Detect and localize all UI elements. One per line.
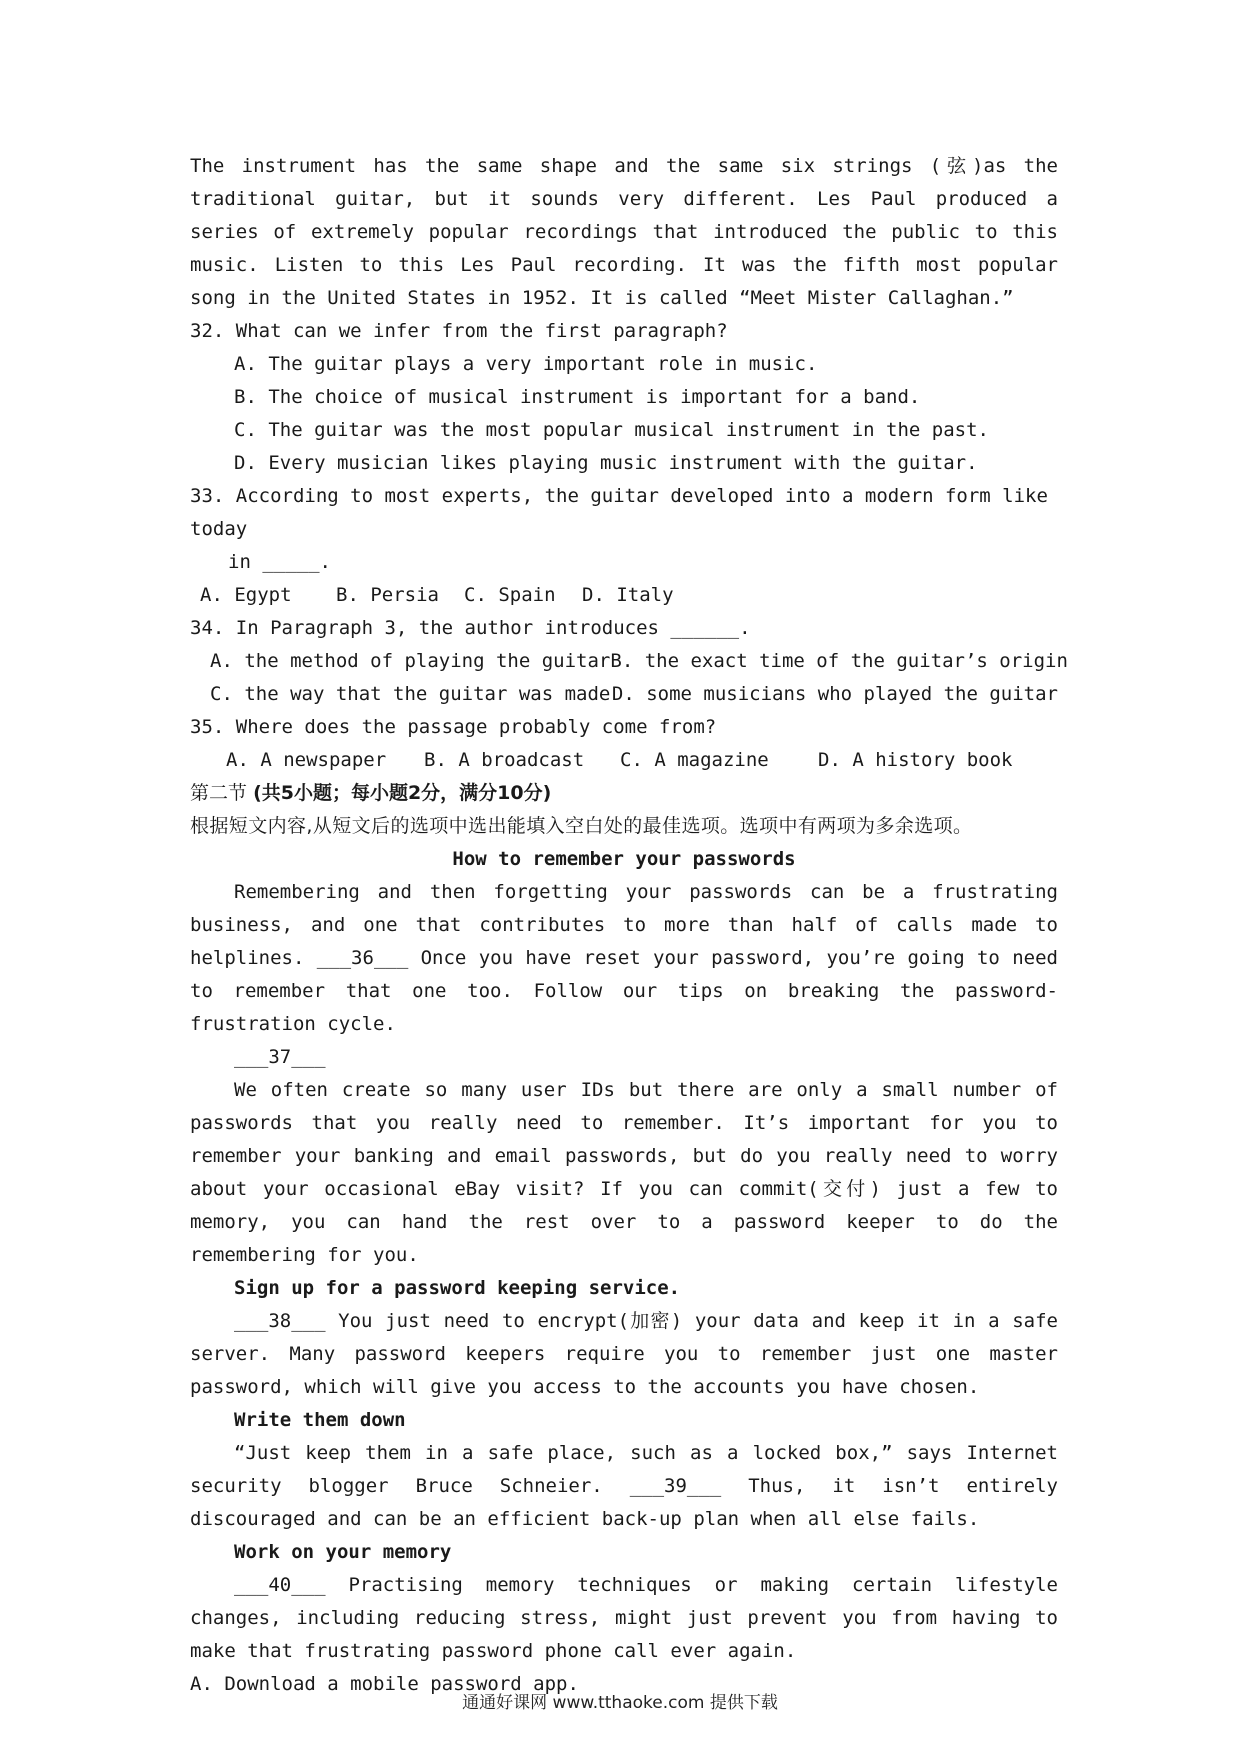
article-heading-2: Write them down [234,1409,406,1431]
page-footer: 通通好课网 www.tthaoke.com 提供下载 [462,1693,778,1713]
question-35-option-c: C. A magazine [620,749,769,771]
question-33-stem-continued: in _____. [228,551,331,573]
question-35-options [190,744,1058,777]
article-paragraph-4: “Just keep them in a safe place, such as a locked box,” says Internet security blogger Bruce Schneier. ___39___ Thus, it isn’t entirely discouraged and can be an efficient back-up plan when all else fails. [190,1442,1058,1530]
question-33-option-d: D. Italy [582,584,674,606]
question-33-options [190,579,1058,612]
answer-option-a: A. Download a mobile password app. [190,1673,579,1695]
question-34-option-b: B. the exact time of the guitar’s origin [610,650,1068,672]
question-32-option-a: A. The guitar plays a very important role in music. [234,353,818,375]
article-paragraph-2: We often create so many user IDs but there are only a small number of passwords that you really need to remember. It’s important for you to remember your banking and email passwords, but do you really need to worry about your occasional eBay visit? If you can commit(交付) just a few to memory, you can hand the rest over to a password keeper to do the remembering for you. [190,1079,1058,1266]
blank-37: ___37___ [234,1046,326,1068]
section-2-detail: (共5小题；每小题2分，满分10分) [253,782,552,804]
question-33-stem: 33. According to most experts, the guitar developed into a modern form like today [190,485,1048,540]
question-32-option-b: B. The choice of musical instrument is important for a band. [234,386,921,408]
question-34-options-row-1 [190,645,1068,678]
question-34-option-c: C. the way that the guitar was made [210,683,611,705]
question-32-option-c: C. The guitar was the most popular musical instrument in the past. [234,419,989,441]
passage-paragraph: The instrument has the same shape and the same six strings (弦)as the traditional guitar, but it sounds very different. Les Paul produced a series of extremely popular recordings that introduced the public to this music. Listen to this Les Paul recording. It was the fifth most popular song in the United States in 1952. It is called “Meet Mister Callaghan.” [190,155,1058,309]
article-title: How to remember your passwords [452,848,796,870]
section-2-label: 第二节 [190,782,248,804]
section-2-header [190,777,1058,810]
article-heading-1: Sign up for a password keeping service. [234,1277,681,1299]
article-paragraph-3: ___38___ You just need to encrypt(加密) your data and keep it in a safe server. Many password keepers require you to remember just one master password, which will give you access to the accounts you have chosen. [190,1310,1058,1398]
article-paragraph-1: Remembering and then forgetting your passwords can be a frustrating business, and one that contributes to more than half of calls made to helplines. ___36___ Once you have reset your password, you’re going to need to remember that one too. Follow our tips on breaking the password-frustration cycle. [190,881,1058,1035]
question-33-option-b: B. Persia [336,584,439,606]
article-heading-3: Work on your memory [234,1541,452,1563]
question-33-option-a: A. Egypt [200,584,292,606]
question-32-stem: 32. What can we infer from the first paragraph? [190,320,728,342]
question-34-stem: 34. In Paragraph 3, the author introduces ______. [190,617,751,639]
question-35-option-b: B. A broadcast [424,749,585,771]
question-35-stem: 35. Where does the passage probably come from? [190,716,717,738]
question-33-option-c: C. Spain [464,584,556,606]
question-35-option-d: D. A history book [818,749,1013,771]
question-34-options-row-2 [190,678,1058,711]
article-paragraph-5: ___40___ Practising memory techniques or making certain lifestyle changes, including reducing stress, might just prevent you from having to make that frustrating password phone call ever again. [190,1574,1058,1662]
question-35-option-a: A. A newspaper [226,749,387,771]
question-32-option-d: D. Every musician likes playing music instrument with the guitar. [234,452,978,474]
question-34-option-d: D. some musicians who played the guitar [611,683,1058,705]
page-content [190,150,1068,1701]
question-34-option-a: A. the method of playing the guitar [210,650,611,672]
section-2-instruction: 根据短文内容,从短文后的选项中选出能填入空白处的最佳选项。选项中有两项为多余选项。 [190,815,973,837]
